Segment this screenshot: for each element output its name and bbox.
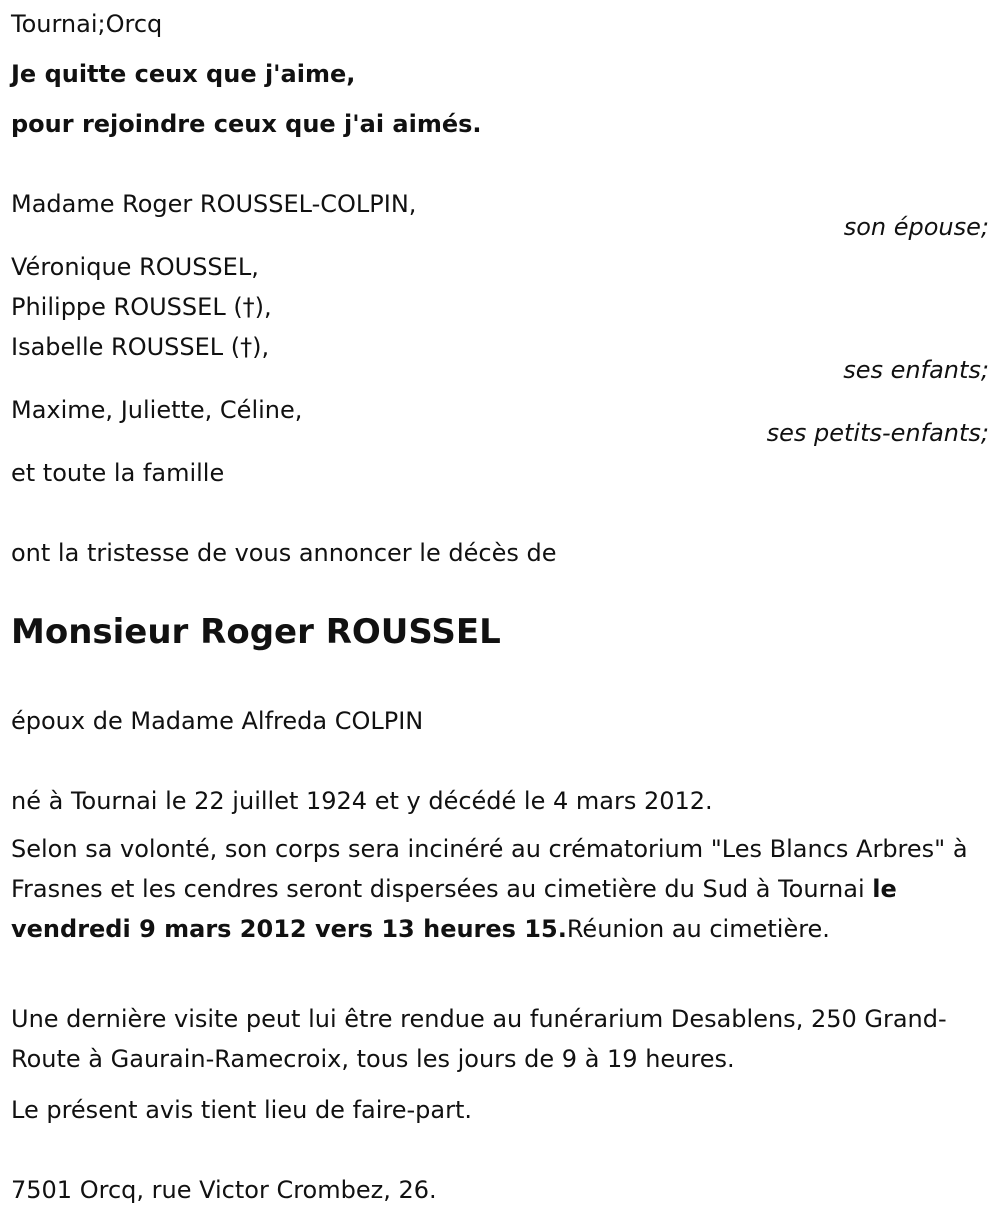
cremation-reunion: Réunion au cimetière. (566, 915, 830, 943)
birth-death: né à Tournai le 22 juillet 1924 et y décédé le 4 mars 2012. (11, 787, 713, 815)
children-role: ses enfants; (843, 356, 989, 384)
visit-paragraph: Une dernière visite peut lui être rendue au funérarium Desablens, 250 Grand-Route à Gaurain-Ramecroix, tous les jours de 9 à 19 heures. (11, 1005, 947, 1073)
spouse-of: époux de Madame Alfreda COLPIN (11, 707, 424, 735)
address-line: 7501 Orcq, rue Victor Crombez, 26. (11, 1176, 437, 1204)
spouse-name: Madame Roger ROUSSEL-COLPIN, (11, 190, 417, 218)
location-line: Tournai;Orcq (11, 10, 163, 38)
cremation-paragraph (11, 829, 991, 949)
rest-of-family: et toute la famille (11, 459, 225, 487)
notice-line: Le présent avis tient lieu de faire-part. (11, 1096, 473, 1124)
grandchildren-role: ses petits-enfants; (766, 419, 989, 447)
cremation-text: Selon sa volonté, son corps sera incinéré au crématorium "Les Blancs Arbres" à Frasnes et les cendres seront dispersées au cimetière du Sud à Tournai (11, 835, 968, 903)
child-name: Véronique ROUSSEL, (11, 253, 259, 281)
spouse-role: son épouse; (843, 213, 989, 241)
child-name: Isabelle ROUSSEL (†), (11, 333, 270, 361)
quote-line-1: Je quitte ceux que j'aime, (11, 60, 356, 88)
quote-line-2: pour rejoindre ceux que j'ai aimés. (11, 110, 482, 138)
deceased-name: Monsieur Roger ROUSSEL (11, 612, 501, 652)
announcement-text: ont la tristesse de vous annoncer le décès de (11, 539, 557, 567)
cremation-date: le vendredi 9 mars 2012 vers 13 heures 15. (11, 875, 897, 943)
child-name: Philippe ROUSSEL (†), (11, 293, 272, 321)
grandchildren-names: Maxime, Juliette, Céline, (11, 396, 303, 424)
